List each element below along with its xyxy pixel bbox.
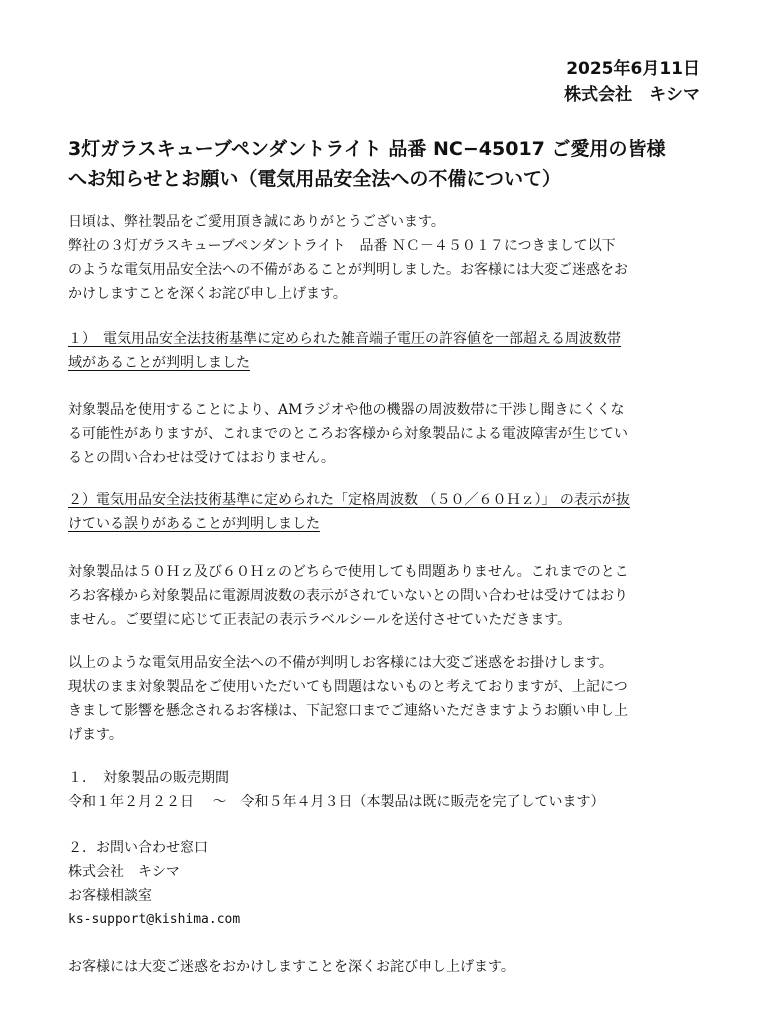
- issue-2-heading: [68, 488, 704, 536]
- issue-1-heading-line: 域があることが判明しました: [68, 355, 250, 371]
- issue-2-body-line: ません。ご要望に応じて正表記の表示ラベルシールを送付させていただきます。: [68, 612, 572, 628]
- intro-line: のような電気用品安全法への不備があることが判明しました。お客様には大変ご迷惑をお: [68, 262, 628, 278]
- intro-line: かけしますことを深くお詫び申し上げます。: [68, 286, 347, 302]
- intro-line: 弊社の３灯ガラスキューブペンダントライト 品番 ＮＣ－４５０１７につきまして以下: [68, 238, 616, 254]
- summary-line: きまして影響を懸念されるお客様は、下記窓口までご連絡いただきますようお願い申し上: [68, 703, 628, 719]
- contact-section: [68, 836, 704, 932]
- closing-line: お客様には大変ご迷惑をおかけしますことを深くお詫び申し上げます。: [68, 959, 515, 975]
- contact-heading: ２．お問い合わせ窓口: [68, 840, 208, 856]
- issue-2-body: [68, 560, 704, 632]
- document-date: 2025年6月11日: [566, 59, 700, 79]
- sales-period-heading: １． 対象製品の販売期間: [68, 770, 229, 786]
- title-line-1: 3灯ガラスキューブペンダントライト 品番 NC−45017 ご愛用の皆様: [68, 138, 666, 160]
- issue-2-heading-line: けている誤りがあることが判明しました: [68, 516, 320, 532]
- intro-paragraph: [68, 210, 704, 306]
- issue-1-heading-line: １） 電気用品安全法技術基準に定められた雑音端子電圧の許容値を一部超える周波数帯: [68, 331, 621, 347]
- contact-email: ks-support@kishima.com: [68, 912, 241, 927]
- issue-1-body-line: るとの問い合わせは受けてはおりません。: [68, 450, 335, 466]
- sales-period-value: 令和１年２月２２日 ～ 令和５年４月３日（本製品は既に販売を完了しています）: [68, 794, 605, 810]
- intro-line: 日頃は、弊社製品をご愛用頂き誠にありがとうございます。: [68, 214, 445, 230]
- summary-line: 現状のまま対象製品をご使用いただいても問題はないものと考えておりますが、上記につ: [68, 679, 628, 695]
- issue-1-body-line: る可能性がありますが、これまでのところお客様から対象製品による電波障害が生じてい: [68, 426, 628, 442]
- title-line-2: へお知らせとお願い（電気用品安全法への不備について）: [68, 168, 562, 190]
- summary-line: 以上のような電気用品安全法への不備が判明しお客様には大変ご迷惑をお掛けします。: [68, 655, 613, 671]
- summary-line: げます。: [68, 727, 123, 743]
- issue-1-body: [68, 398, 704, 470]
- issue-1-heading: [68, 327, 704, 375]
- sales-period-section: [68, 766, 704, 814]
- issue-1-body-line: 対象製品を使用することにより、AMラジオや他の機器の周波数帯に干渉し聞きにくくな: [68, 402, 625, 418]
- issuer-company: 株式会社 キシマ: [564, 85, 700, 105]
- contact-department: お客様相談室: [68, 888, 152, 904]
- document-title: [68, 134, 708, 194]
- contact-company: 株式会社 キシマ: [68, 864, 180, 880]
- summary-paragraph: [68, 651, 704, 747]
- issue-2-body-line: 対象製品は５０Ｈｚ及び６０Ｈｚのどちらで使用しても問題ありません。これまでのとこ: [68, 564, 629, 580]
- issue-2-body-line: ろお客様から対象製品に電源周波数の表示がされていないとの問い合わせは受けてはおり: [68, 588, 628, 604]
- issue-2-heading-line: ２）電気用品安全法技術基準に定められた「定格周波数 （５０／６０Ｈｚ）」 の表示が抜: [68, 492, 630, 508]
